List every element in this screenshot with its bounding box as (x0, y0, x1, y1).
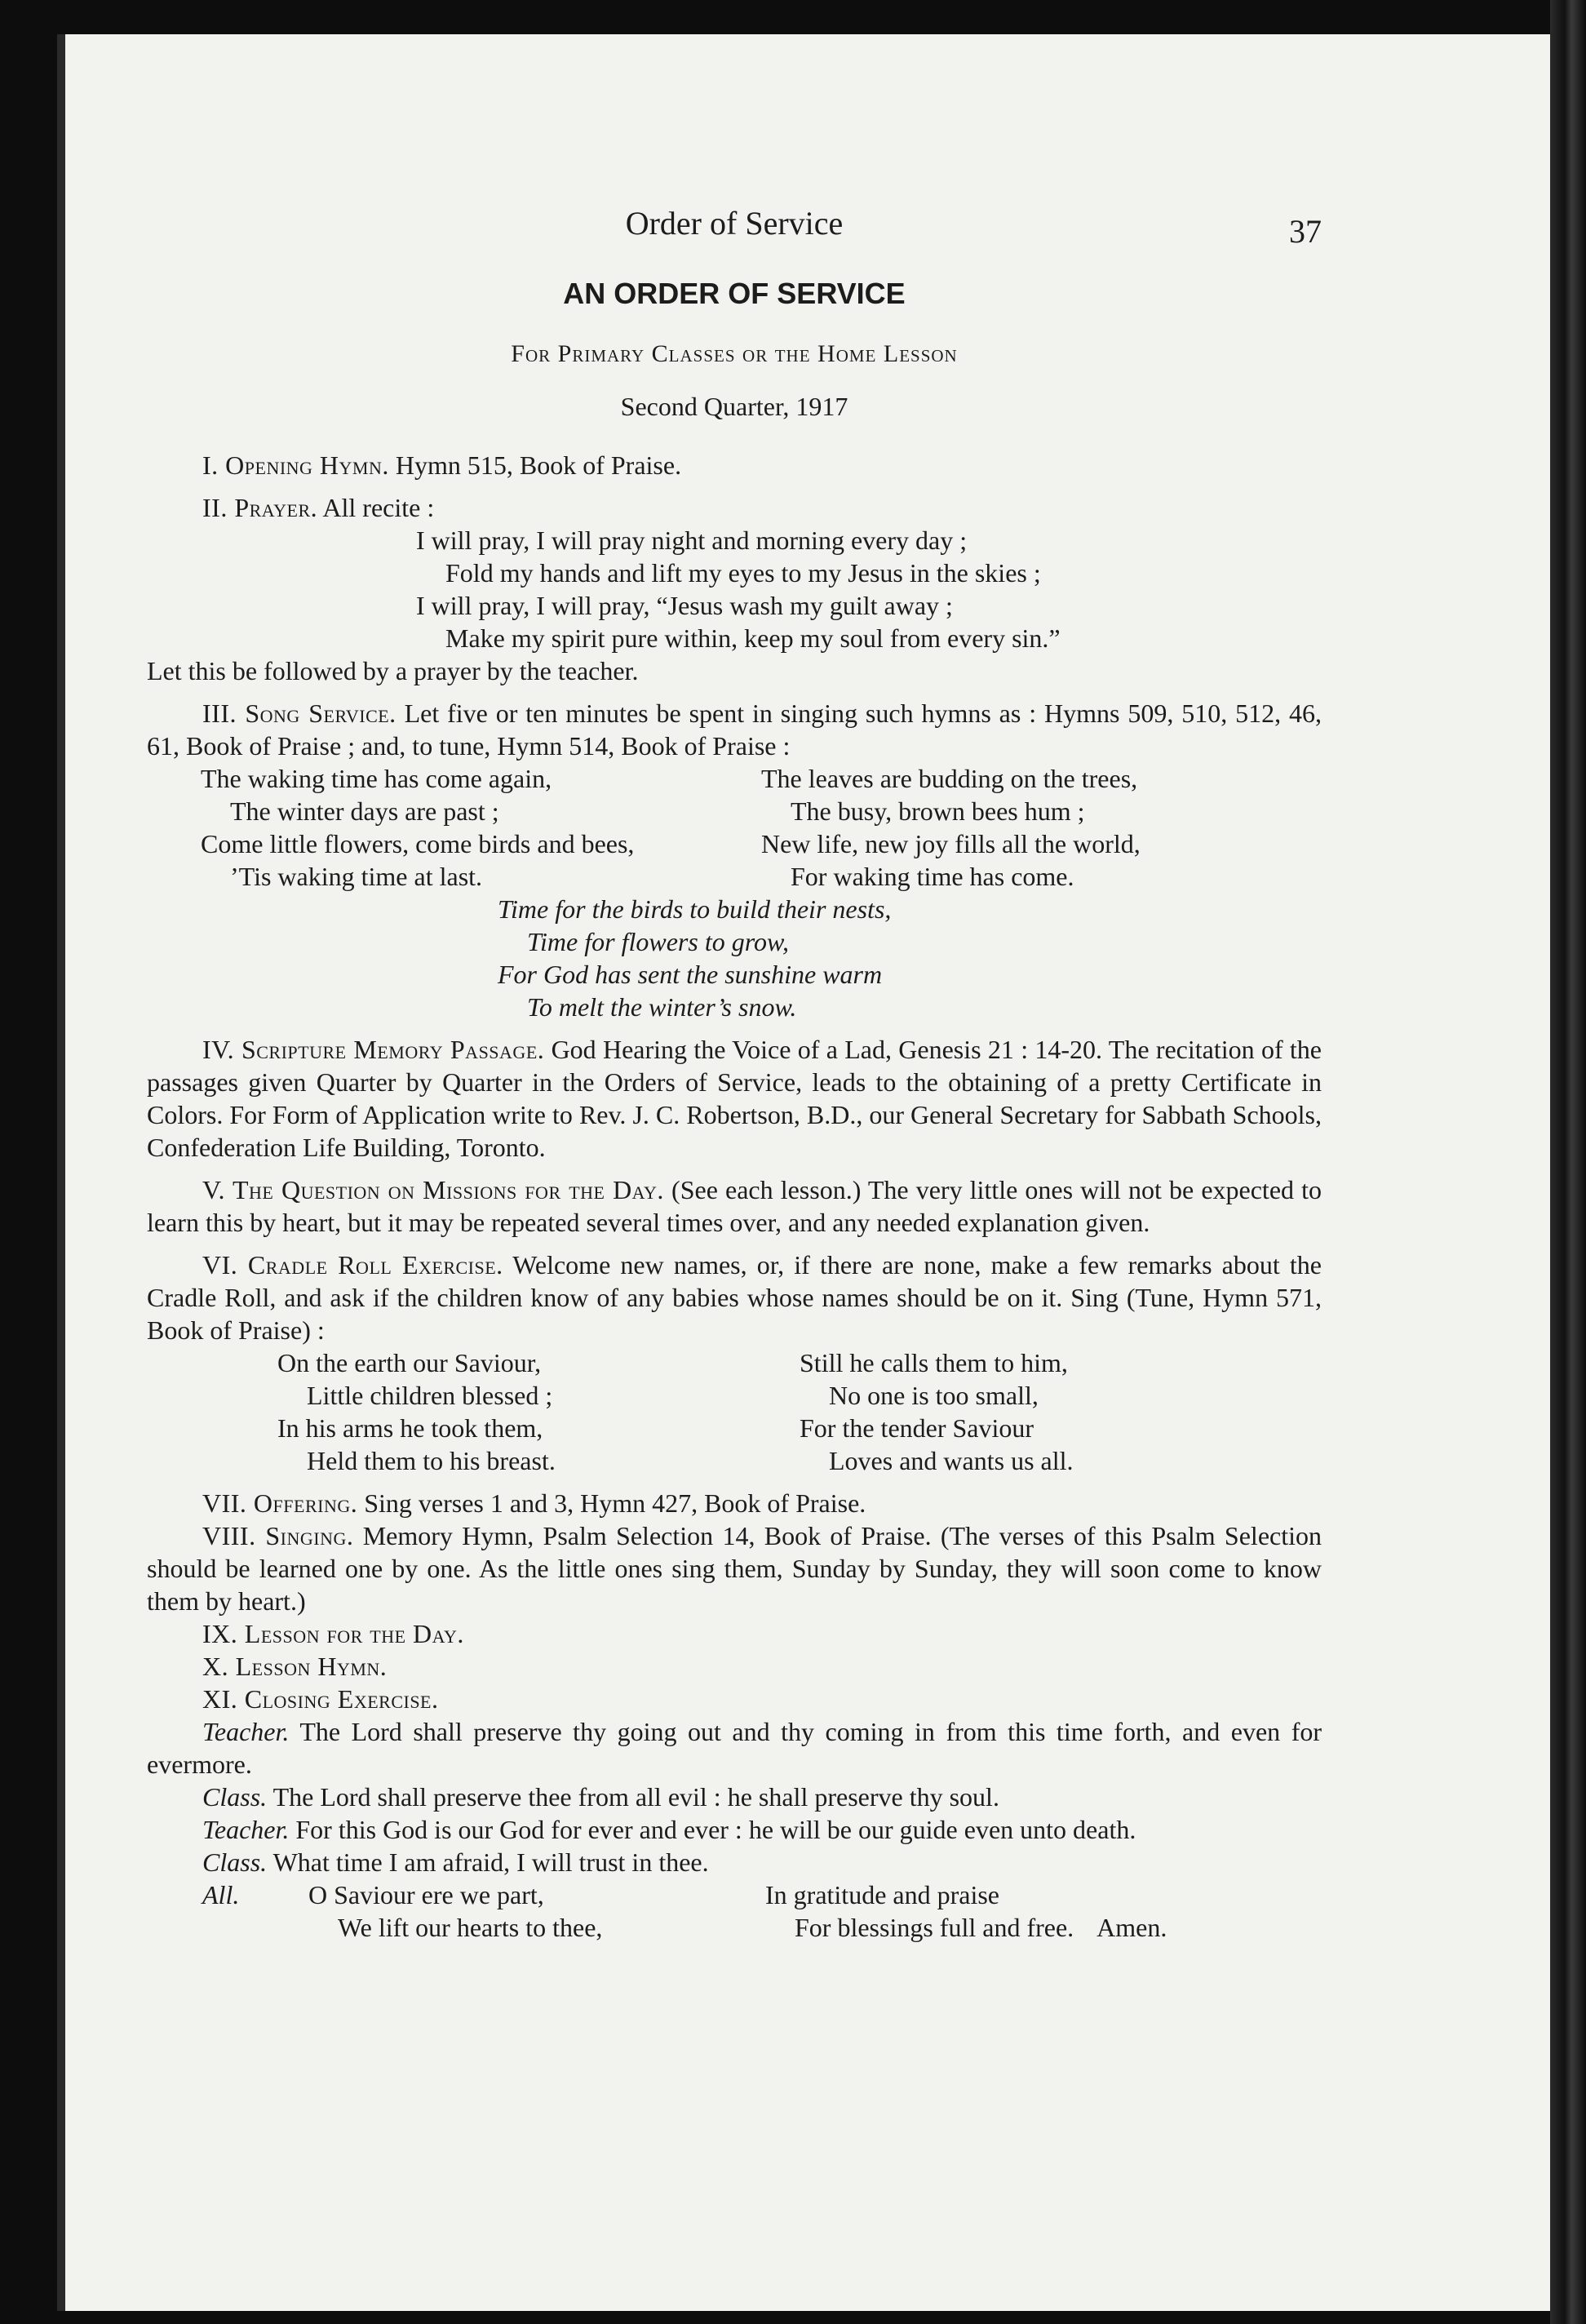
verse-line: Loves and wants us all. (829, 1446, 1074, 1475)
verse-line: New life, new joy fills all the world, (761, 829, 1141, 858)
cradle-roll-verses (277, 1346, 1322, 1477)
speaker: Teacher. (202, 1717, 290, 1746)
section-label: VI. Cradle Roll Exercise. (202, 1250, 503, 1280)
verse-line: Still he calls them to him, (800, 1348, 1068, 1377)
section-prayer (147, 491, 1322, 524)
exchange-text: The Lord shall preserve thy going out and thy coming in from this time forth, and even for evermore. (147, 1717, 1322, 1779)
verse-column (800, 1346, 1322, 1477)
quarter-heading: Second Quarter, 1917 (620, 392, 848, 421)
section-scripture-memory (147, 1033, 1322, 1164)
verse-column (761, 762, 1322, 893)
song-chorus (498, 893, 1322, 1023)
section-label: VII. Offering. (202, 1488, 358, 1518)
chorus-line: For God has sent the sunshine warm (498, 960, 883, 989)
section-text: Welcome new names, or, if there are none, make a few remarks about the Cradle Roll, and ask if the children know of any babies whose names should be on it. Sing (Tune, Hymn 571, Book of Praise) : (147, 1250, 1322, 1345)
section-label: I. Opening Hymn. (202, 450, 389, 480)
section-song-service (147, 697, 1322, 762)
closing-exchange (147, 1846, 1322, 1878)
page-subtitle: For Primary Classes or the Home Lesson (511, 340, 958, 367)
verse-line: I will pray, I will pray night and morning every day ; (416, 526, 968, 555)
section-label: IX. Lesson for the Day. (202, 1619, 464, 1648)
section-label: VIII. Singing. (202, 1521, 354, 1550)
verse-column (765, 1878, 1167, 1944)
verse-line: We lift our hearts to thee, (338, 1913, 603, 1942)
section-cradle-roll (147, 1248, 1322, 1346)
book-spine-edge (1550, 0, 1586, 2324)
closing-all-verse (202, 1878, 1322, 1944)
verse-line: Make my spirit pure within, keep my soul from every sin.” (445, 623, 1061, 653)
section-text: Sing verses 1 and 3, Hymn 427, Book of Praise. (357, 1488, 866, 1518)
page-number: 37 (1289, 213, 1322, 250)
verse-line: I will pray, I will pray, “Jesus wash my guilt away ; (416, 591, 953, 620)
verse-text: For blessings full and free. (795, 1913, 1074, 1942)
amen: Amen. (1096, 1913, 1167, 1942)
speaker: Class. (202, 1782, 268, 1812)
closing-exchange (147, 1715, 1322, 1781)
verse-line: Fold my hands and lift my eyes to my Jesus in the skies ; (445, 558, 1041, 588)
section-text: (See each lesson.) The very little ones will not be expected to learn this by heart, but it may be repeated several times over, and any needed explanation given. (147, 1175, 1322, 1237)
section-lesson-for-day (147, 1617, 1322, 1650)
section-closing-exercise (147, 1683, 1322, 1715)
verse-line: The leaves are budding on the trees, (761, 764, 1138, 793)
speaker: Class. (202, 1847, 268, 1877)
verse-column (277, 1346, 800, 1477)
section-text: All recite : (317, 493, 435, 522)
closing-exchange (147, 1813, 1322, 1846)
verse-line: For the tender Saviour (800, 1413, 1034, 1443)
section-opening-hymn (147, 449, 1322, 481)
verse-line: The busy, brown bees hum ; (791, 796, 1085, 826)
verse-line: O Saviour ere we part, (308, 1880, 544, 1909)
speaker: Teacher. (202, 1815, 290, 1844)
exchange-text: What time I am afraid, I will trust in thee. (272, 1847, 709, 1877)
verse-line: Little children blessed ; (307, 1381, 553, 1410)
verse-column (201, 762, 761, 893)
verse-line: On the earth our Saviour, (277, 1348, 542, 1377)
song-verses (147, 762, 1322, 893)
section-lesson-hymn (147, 1650, 1322, 1683)
running-head: Order of Service (625, 205, 844, 242)
verse-line: The waking time has come again, (201, 764, 552, 793)
verse-line (795, 1911, 1167, 1944)
verse-line: The winter days are past ; (230, 796, 499, 826)
exchange-text: The Lord shall preserve thee from all evil : he shall preserve thy soul. (272, 1782, 999, 1812)
section-label: IV. Scripture Memory Passage. (202, 1035, 545, 1064)
prayer-verse (416, 524, 1322, 654)
section-label: II. Prayer. (202, 493, 318, 522)
section-label: III. Song Service. (202, 699, 396, 728)
verse-line: In gratitude and praise (765, 1880, 999, 1909)
section-missions-question (147, 1173, 1322, 1239)
verse-column (308, 1878, 765, 1944)
section-text: Memory Hymn, Psalm Selection 14, Book of Praise. (The verses of this Psalm Selection should be learned one by one. As the little ones sing them, Sunday by Sunday, they will soon come to know them by heart.) (147, 1521, 1322, 1616)
verse-line: Held them to his breast. (307, 1446, 556, 1475)
verse-line: For waking time has come. (791, 862, 1074, 891)
chorus-line: Time for the birds to build their nests, (498, 894, 892, 924)
section-offering (147, 1487, 1322, 1519)
verse-line: Come little flowers, come birds and bees, (201, 829, 635, 858)
chorus-line: Time for flowers to grow, (527, 927, 789, 956)
verse-line: ’Tis waking time at last. (230, 862, 483, 891)
section-singing (147, 1519, 1322, 1617)
service-body (147, 449, 1322, 1944)
chorus-line: To melt the winter’s snow. (527, 992, 797, 1022)
section-label: V. The Question on Missions for the Day. (202, 1175, 664, 1204)
closing-exchange (147, 1781, 1322, 1813)
speaker: All. (202, 1880, 240, 1909)
section-text: God Hearing the Voice of a Lad, Genesis 21 : 14-20. The recitation of the passages given Quarter by Quarter in the Orders of Service, leads to the obtaining of a pretty Certificate in Colors. For Form of Application write to Rev. J. C. Robertson, B.D., our General Secretary for Sabbath Schools, Confederation Life Building, Toronto. (147, 1035, 1322, 1162)
exchange-text: For this God is our God for ever and ever : he will be our guide even unto death. (295, 1815, 1136, 1844)
section-text: Let five or ten minutes be spent in singing such hymns as : Hymns 509, 510, 512, 46, 61, Book of Praise ; and, to tune, Hymn 514, Book of Praise : (147, 699, 1322, 761)
verse-line: No one is too small, (829, 1381, 1039, 1410)
section-text: Hymn 515, Book of Praise. (388, 450, 682, 480)
section-label: X. Lesson Hymn. (202, 1652, 388, 1681)
prayer-note: Let this be followed by a prayer by the teacher. (147, 656, 639, 685)
section-label: XI. Closing Exercise. (202, 1684, 439, 1714)
page-title: AN ORDER OF SERVICE (563, 277, 906, 310)
verse-line: In his arms he took them, (277, 1413, 543, 1443)
